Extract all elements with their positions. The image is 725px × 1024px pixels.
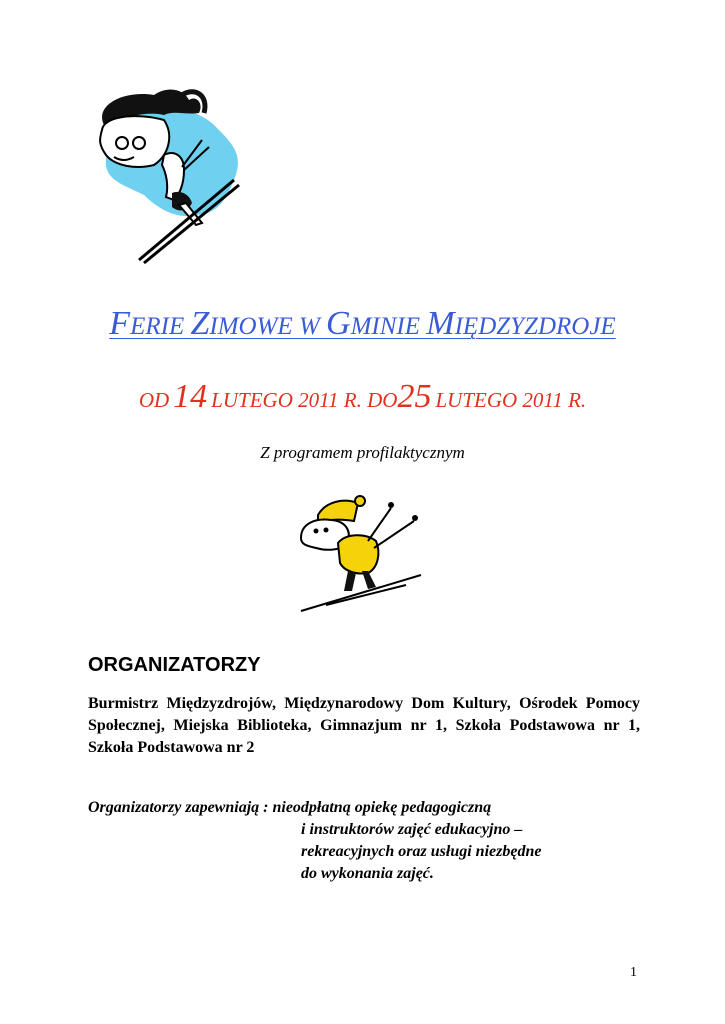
organizers-heading: ORGANIZATORZY [88,654,261,676]
start-day: 14 [173,378,208,415]
end-day: 25 [397,378,432,415]
start-rest: LUTEGO 2011 R. DO [211,388,398,412]
provisions-line: rekreacyjnych oraz usługi niezbędne [301,843,542,860]
provisions-line: do wykonania zajęć. [301,865,434,882]
page-number: 1 [630,965,637,980]
page-title: FERIE ZIMOWE W GMINIE MIĘDZYZDROJE [109,305,616,342]
date-prefix: OD [138,388,170,412]
provisions-line: Organizatorzy zapewniają : nieodpłatną opiekę pedagogiczną [88,799,492,816]
end-rest: LUTEGO 2011 R. [435,388,587,412]
provisions-text [88,797,541,885]
organizers-list: Burmistrz Międzyzdrojów, Międzynarodowy Dom Kultury, Ośrodek Pomocy Społecznej, Miejska Biblioteka, Gimnazjum nr 1, Szkoła Podstawowa nr 1, Szkoła Podstawowa nr 2 [88,695,640,756]
skier-girl-illustration [84,85,246,265]
date-range [0,378,725,416]
subtitle: Z programem profilaktycznym [260,443,465,462]
skier-gnome-illustration [296,493,426,618]
provisions-line: i instruktorów zajęć edukacyjno – [301,821,523,838]
